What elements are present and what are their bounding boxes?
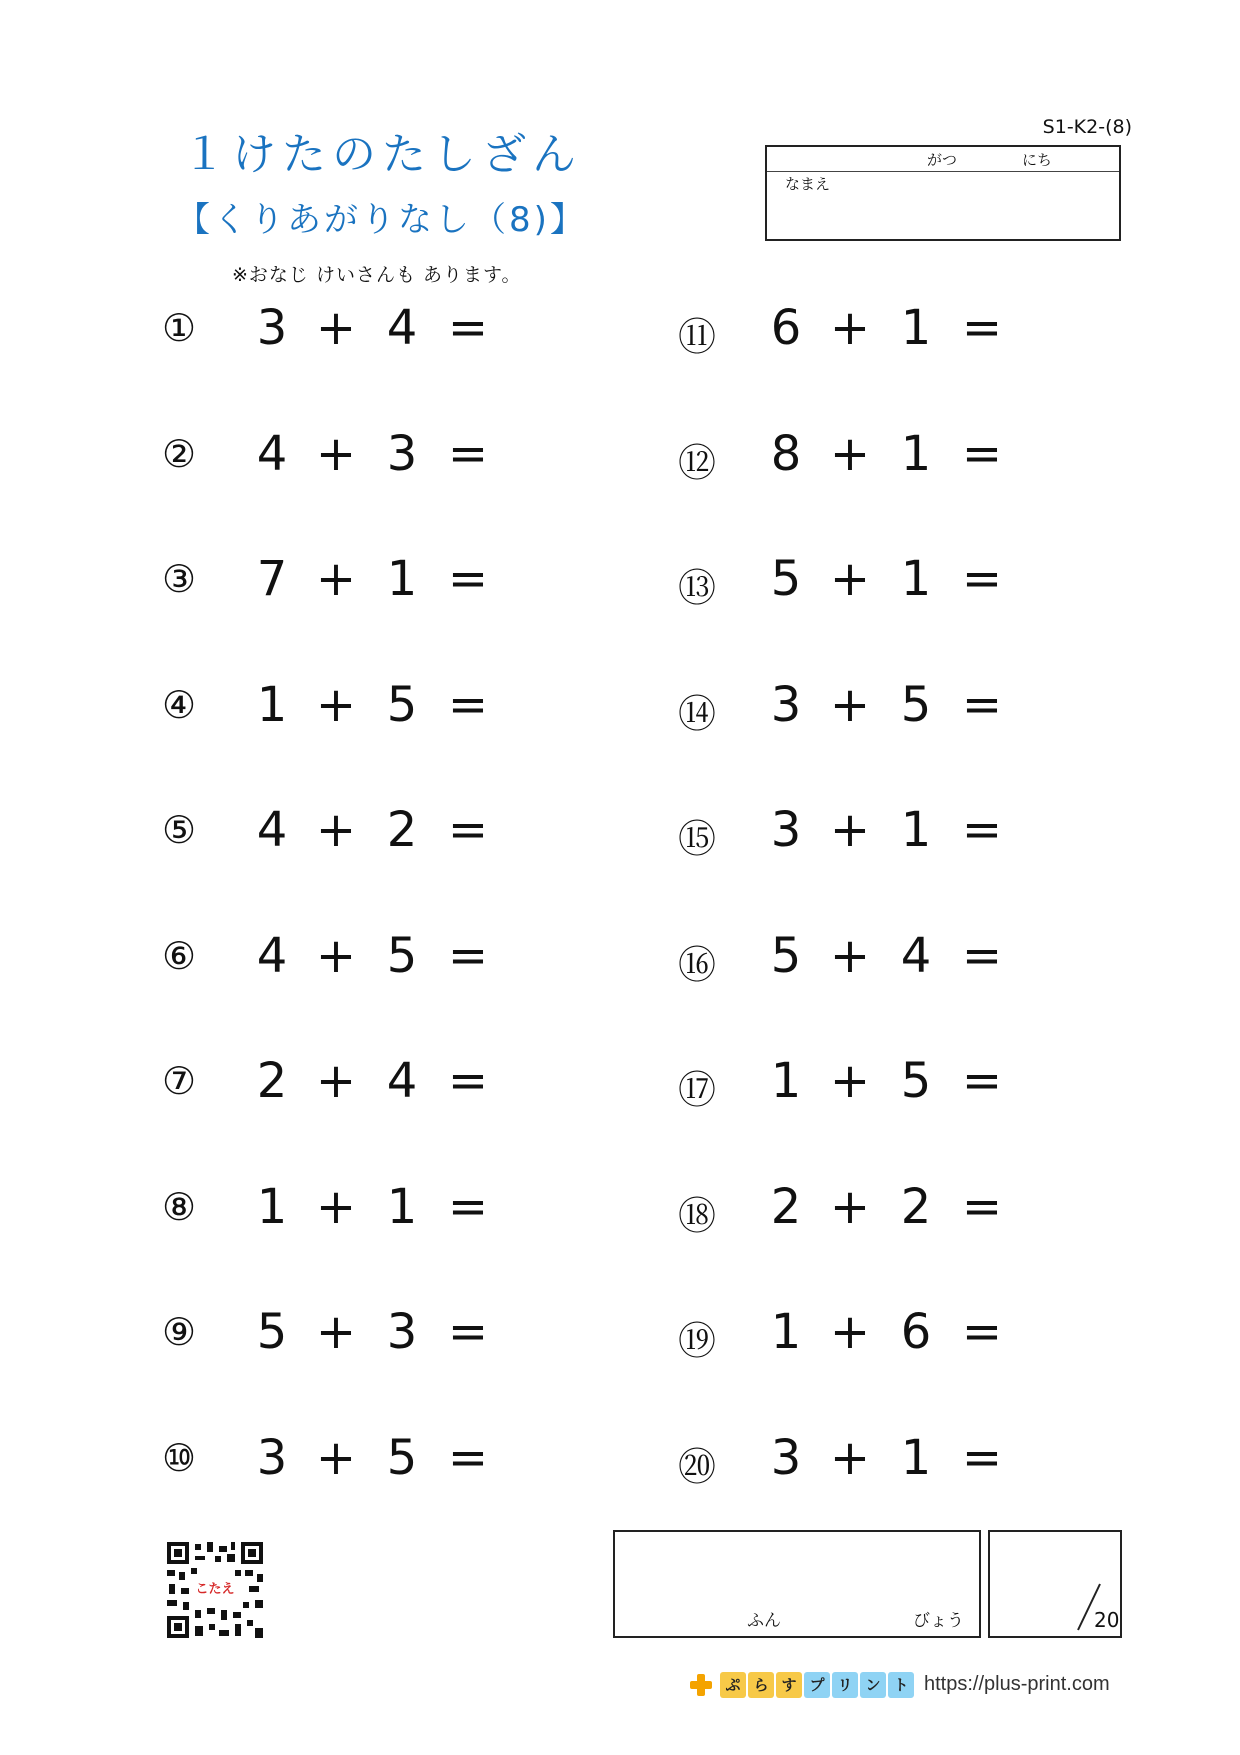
plus-sign: +	[315, 300, 357, 356]
answer-qr-code[interactable]	[165, 1540, 265, 1640]
operand-a: 6	[770, 300, 802, 356]
problem-number: ③	[162, 557, 197, 601]
plus-sign: +	[829, 677, 871, 733]
name-label: なまえ	[785, 175, 831, 193]
operand-a: 2	[770, 1179, 802, 1235]
problem-number: ⑭	[678, 692, 717, 736]
equals-sign: =	[447, 551, 489, 607]
problem-number: ⑳	[678, 1445, 717, 1489]
page-subtitle: 【くりあがりなし（8)】	[176, 200, 587, 240]
plus-sign: +	[829, 1304, 871, 1360]
problem-number: ⑮	[678, 817, 717, 861]
equals-sign: =	[447, 1304, 489, 1360]
equals-sign: =	[961, 1179, 1003, 1235]
equals-sign: =	[961, 426, 1003, 482]
operand-a: 1	[770, 1053, 802, 1109]
problem-number: ⑱	[678, 1194, 717, 1238]
plus-sign: +	[829, 1430, 871, 1486]
operand-a: 3	[256, 300, 288, 356]
equals-sign: =	[961, 677, 1003, 733]
operand-a: 3	[770, 677, 802, 733]
brand-char: プ	[804, 1672, 830, 1698]
plus-sign: +	[315, 928, 357, 984]
operand-b: 2	[900, 1179, 932, 1235]
operand-a: 7	[256, 551, 288, 607]
equals-sign: =	[447, 1430, 489, 1486]
operand-b: 5	[386, 1430, 418, 1486]
operand-a: 1	[256, 677, 288, 733]
brand-logo-icon	[688, 1672, 714, 1698]
problem-number: ②	[162, 432, 197, 476]
name-date-box[interactable]	[765, 145, 1121, 241]
problem-number: ⑰	[678, 1068, 717, 1112]
equals-sign: =	[961, 551, 1003, 607]
operand-b: 5	[900, 677, 932, 733]
seconds-label: びょう	[913, 1611, 964, 1631]
problem-number: ⑤	[162, 808, 197, 852]
qr-answer-label: こたえ	[195, 1582, 235, 1597]
operand-b: 4	[386, 1053, 418, 1109]
operand-b: 1	[900, 426, 932, 482]
plus-sign: +	[315, 426, 357, 482]
problem-number: ④	[162, 683, 197, 727]
problem-number: ⑥	[162, 934, 197, 978]
operand-a: 3	[770, 1430, 802, 1486]
operand-a: 5	[256, 1304, 288, 1360]
operand-b: 6	[900, 1304, 932, 1360]
operand-b: 5	[386, 677, 418, 733]
equals-sign: =	[961, 1430, 1003, 1486]
plus-sign: +	[315, 802, 357, 858]
note-text: ※おなじ けいさんも あります。	[232, 264, 522, 286]
operand-b: 4	[900, 928, 932, 984]
problem-row	[0, 1053, 1240, 1113]
operand-a: 4	[256, 928, 288, 984]
equals-sign: =	[447, 300, 489, 356]
problem-row	[0, 426, 1240, 486]
operand-a: 3	[770, 802, 802, 858]
equals-sign: =	[447, 802, 489, 858]
plus-sign: +	[315, 1179, 357, 1235]
plus-sign: +	[829, 300, 871, 356]
operand-b: 1	[386, 1179, 418, 1235]
operand-a: 5	[770, 928, 802, 984]
plus-sign: +	[829, 802, 871, 858]
plus-sign: +	[315, 1053, 357, 1109]
plus-sign: +	[315, 1430, 357, 1486]
brand-char: ら	[748, 1672, 774, 1698]
plus-sign: +	[315, 551, 357, 607]
footer-url[interactable]: https://plus-print.com	[924, 1673, 1110, 1695]
plus-sign: +	[315, 677, 357, 733]
plus-sign: +	[829, 1179, 871, 1235]
problem-number: ⑨	[162, 1310, 197, 1354]
plus-sign: +	[829, 1053, 871, 1109]
operand-b: 1	[900, 802, 932, 858]
month-label: がつ	[927, 151, 958, 169]
equals-sign: =	[447, 928, 489, 984]
problem-row	[0, 1430, 1240, 1490]
problem-row	[0, 300, 1240, 360]
operand-b: 5	[386, 928, 418, 984]
plus-sign: +	[315, 1304, 357, 1360]
problem-number: ⑪	[678, 315, 717, 359]
brand-char: リ	[832, 1672, 858, 1698]
operand-b: 5	[900, 1053, 932, 1109]
score-total: 20	[1094, 1608, 1120, 1632]
operand-a: 8	[770, 426, 802, 482]
equals-sign: =	[447, 1053, 489, 1109]
equals-sign: =	[961, 1053, 1003, 1109]
problem-number: ⑧	[162, 1185, 197, 1229]
problem-number: ⑲	[678, 1319, 717, 1363]
worksheet-code: S1-K2-(8)	[1042, 116, 1132, 138]
operand-a: 3	[256, 1430, 288, 1486]
operand-b: 4	[386, 300, 418, 356]
brand-char: ン	[860, 1672, 886, 1698]
operand-b: 1	[900, 300, 932, 356]
plus-sign: +	[829, 928, 871, 984]
page-title: １けたのたしざん	[182, 129, 582, 180]
operand-b: 3	[386, 1304, 418, 1360]
problem-number: ①	[162, 306, 197, 350]
time-box[interactable]	[613, 1530, 981, 1638]
problem-number: ⑫	[678, 441, 717, 485]
operand-a: 5	[770, 551, 802, 607]
date-divider	[767, 171, 1119, 172]
operand-b: 1	[900, 551, 932, 607]
brand-char: ト	[888, 1672, 914, 1698]
problem-row	[0, 551, 1240, 611]
problem-row	[0, 1304, 1240, 1364]
equals-sign: =	[447, 1179, 489, 1235]
operand-b: 2	[386, 802, 418, 858]
problem-number: ⑩	[162, 1436, 197, 1480]
equals-sign: =	[961, 802, 1003, 858]
brand-char: ぷ	[720, 1672, 746, 1698]
operand-b: 3	[386, 426, 418, 482]
problem-row	[0, 928, 1240, 988]
problem-row	[0, 1179, 1240, 1239]
operand-b: 1	[386, 551, 418, 607]
day-label: にち	[1022, 151, 1053, 169]
operand-b: 1	[900, 1430, 932, 1486]
minutes-label: ふん	[747, 1611, 781, 1631]
operand-a: 2	[256, 1053, 288, 1109]
operand-a: 4	[256, 426, 288, 482]
problem-number: ⑯	[678, 943, 717, 987]
equals-sign: =	[961, 928, 1003, 984]
equals-sign: =	[961, 1304, 1003, 1360]
operand-a: 1	[770, 1304, 802, 1360]
problem-number: ⑬	[678, 566, 717, 610]
brand-char: す	[776, 1672, 802, 1698]
plus-sign: +	[829, 551, 871, 607]
problem-number: ⑦	[162, 1059, 197, 1103]
equals-sign: =	[447, 677, 489, 733]
equals-sign: =	[447, 426, 489, 482]
problem-row	[0, 677, 1240, 737]
brand-name	[720, 1672, 916, 1698]
plus-sign: +	[829, 426, 871, 482]
score-box[interactable]	[988, 1530, 1122, 1638]
operand-a: 4	[256, 802, 288, 858]
operand-a: 1	[256, 1179, 288, 1235]
problem-row	[0, 802, 1240, 862]
equals-sign: =	[961, 300, 1003, 356]
